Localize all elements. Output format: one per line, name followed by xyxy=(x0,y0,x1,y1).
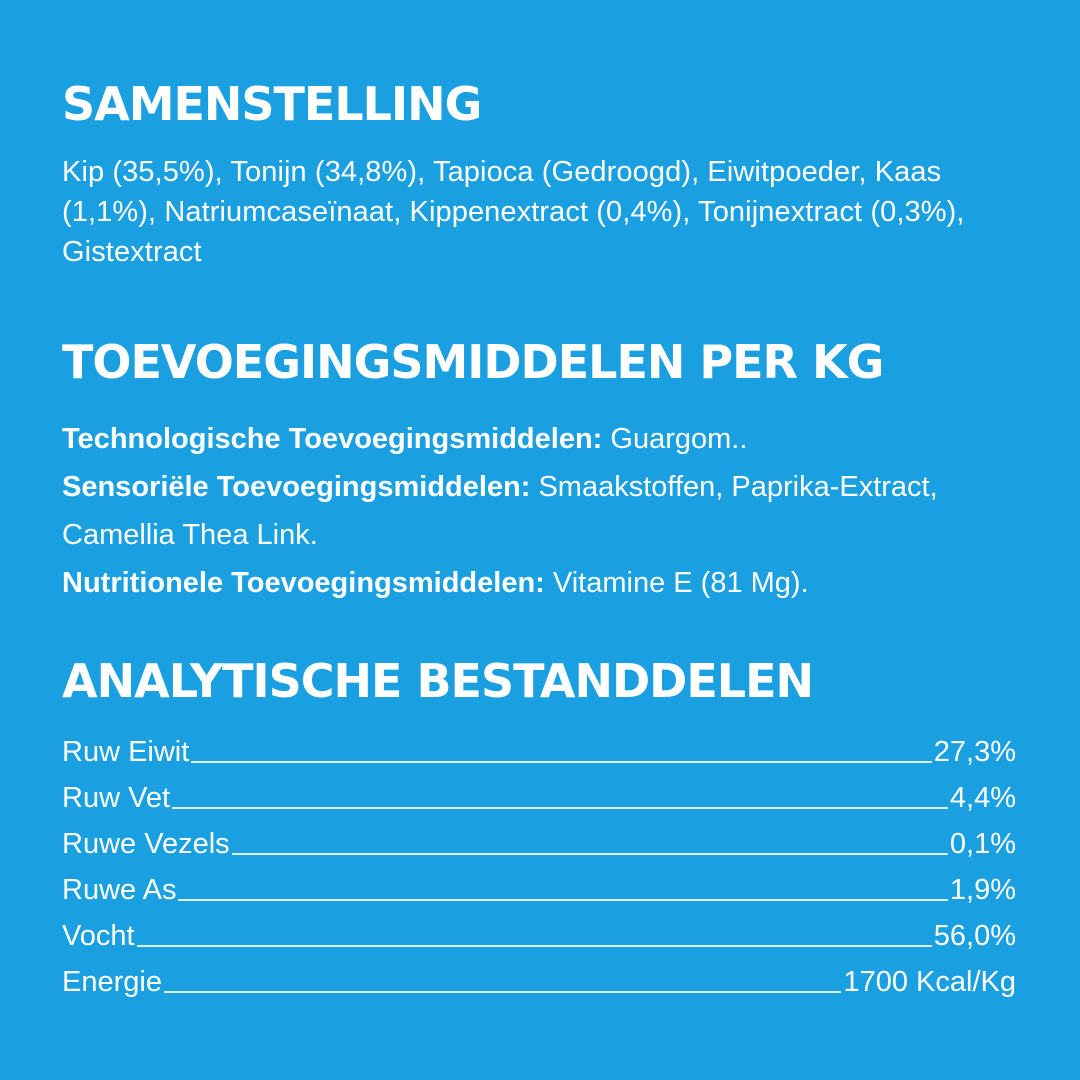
analytics-label: Ruwe As xyxy=(62,873,177,906)
additive-sensory xyxy=(62,463,1016,559)
analytics-value: 0,1% xyxy=(949,827,1016,860)
additives-heading: TOEVOEGINGSMIDDELEN PER KG xyxy=(62,335,884,390)
analytics-value: 4,4% xyxy=(949,781,1016,814)
leader-line xyxy=(137,945,932,947)
analytics-row-energy xyxy=(62,953,1016,999)
additive-value: Vitamine E (81 Mg). xyxy=(544,566,809,599)
leader-line xyxy=(232,853,948,855)
analytics-label: Ruwe Vezels xyxy=(62,827,230,860)
analytics-value: 56,0% xyxy=(933,919,1016,952)
analytics-table xyxy=(62,723,1016,999)
additives-list xyxy=(62,415,1016,607)
composition-heading: SAMENSTELLING xyxy=(62,77,482,131)
analytics-heading: ANALYTISCHE BESTANDDELEN xyxy=(62,653,814,708)
leader-line xyxy=(164,991,842,993)
analytics-label: Energie xyxy=(62,965,162,998)
analytics-label: Ruw Vet xyxy=(62,781,170,814)
composition-text: Kip (35,5%), Tonijn (34,8%), Tapioca (Gedroogd), Eiwitpoeder, Kaas (1,1%), Natriumcaseïnaat, Kippenextract (0,4%), Tonijnextract (0,3%), Gistextract xyxy=(62,156,965,269)
analytics-value: 1700 Kcal/Kg xyxy=(843,965,1016,998)
additive-label: Nutritionele Toevoegingsmiddelen: xyxy=(62,566,545,599)
additive-technological xyxy=(62,415,1016,463)
leader-line xyxy=(191,761,931,763)
analytics-row-fat xyxy=(62,769,1016,815)
analytics-row-fibre xyxy=(62,815,1016,861)
analytics-row-protein xyxy=(62,723,1016,769)
additive-nutritional xyxy=(62,559,1016,607)
analytics-row-moisture xyxy=(62,907,1016,953)
additive-value: Smaakstoffen, Paprika-Extract, Camellia Thea Link. xyxy=(62,470,938,551)
leader-line xyxy=(178,899,947,901)
analytics-label: Vocht xyxy=(62,919,135,952)
analytics-value: 1,9% xyxy=(949,873,1016,906)
analytics-row-ash xyxy=(62,861,1016,907)
additive-value: Guargom.. xyxy=(602,422,748,455)
leader-line xyxy=(172,807,948,809)
analytics-value: 27,3% xyxy=(933,735,1016,768)
analytics-label: Ruw Eiwit xyxy=(62,735,190,768)
additive-label: Sensoriële Toevoegingsmiddelen: xyxy=(62,470,531,503)
additive-label: Technologische Toevoegingsmiddelen: xyxy=(62,422,603,455)
